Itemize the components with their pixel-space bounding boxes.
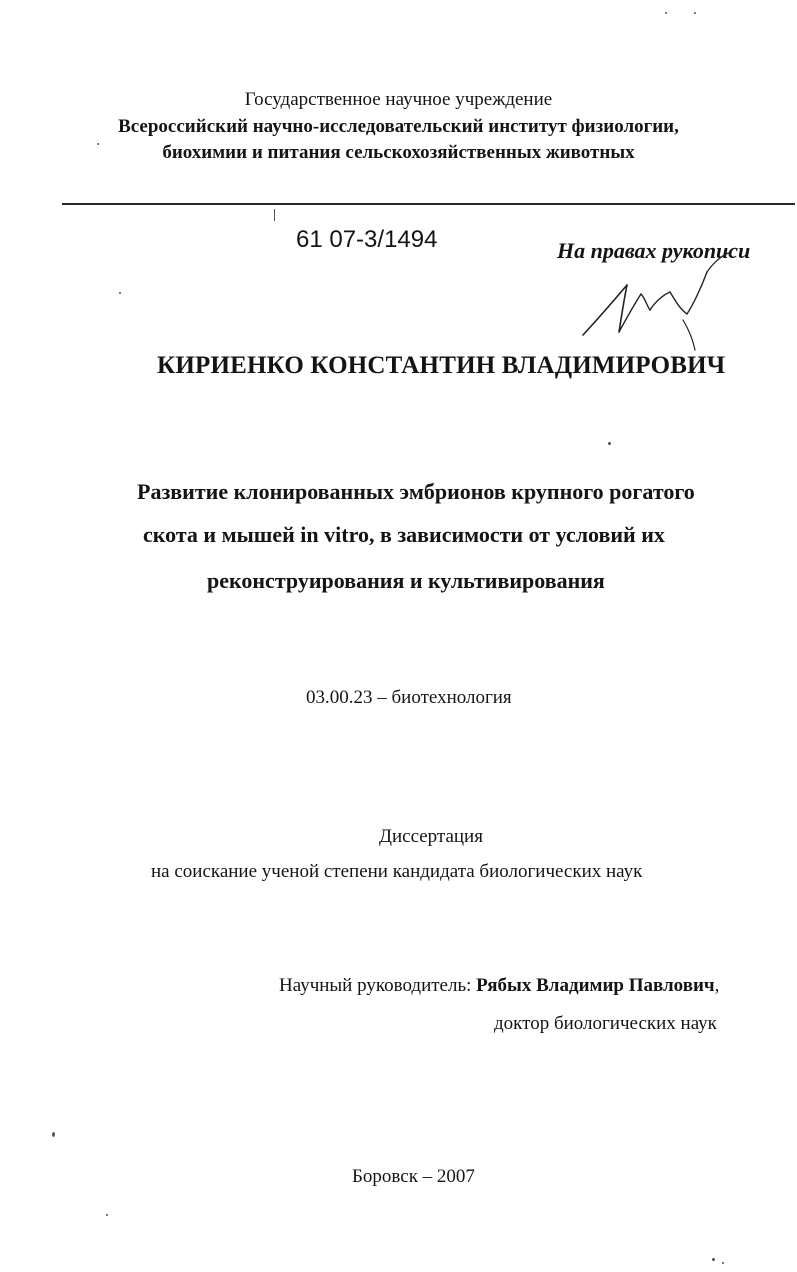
institution-line-2: Всероссийский научно-исследовательский институт физиологии, (118, 116, 679, 137)
scan-speck (52, 1132, 55, 1137)
margin-tick (274, 209, 275, 221)
scan-speck (119, 292, 121, 294)
dissertation-title-line-1: Развитие клонированных эмбрионов крупного рогатого (137, 479, 695, 504)
rights-note: На правах рукописи (557, 238, 751, 263)
specialty-code: 03.00.23 – биотехнология (306, 687, 512, 708)
scan-speck (608, 442, 611, 445)
advisor-label: Научный руководитель: (279, 975, 477, 996)
institution-line-1: Государственное научное учреждение (244, 89, 553, 110)
catalog-number: 61 07-3/1494 (296, 226, 438, 253)
scan-speck (97, 143, 99, 145)
signature-icon (575, 250, 735, 360)
dissertation-title-line-3: реконструирования и культивирования (207, 568, 605, 593)
scan-speck (106, 1214, 108, 1216)
scientific-advisor (279, 975, 719, 997)
institution-line-3: биохимии и питания сельскохозяйственных животных (162, 142, 635, 163)
advisor-suffix: , (714, 975, 720, 996)
document-type: Диссертация (379, 826, 483, 847)
dissertation-title-line-2: скота и мышей in vitro, в зависимости от условий их (143, 522, 665, 547)
scan-speck (665, 12, 667, 14)
scan-speck (722, 1262, 724, 1264)
author-name: КИРИЕНКО КОНСТАНТИН ВЛАДИМИРОВИЧ (157, 352, 726, 379)
header-rule (62, 203, 795, 205)
scan-speck (694, 12, 696, 14)
advisor-degree: доктор биологических наук (494, 1013, 717, 1034)
scan-speck (712, 1258, 715, 1261)
degree-statement: на соискание ученой степени кандидата биологических наук (151, 861, 643, 882)
place-and-year: Боровск – 2007 (352, 1166, 475, 1187)
advisor-name: Рябых Владимир Павлович (476, 975, 715, 996)
